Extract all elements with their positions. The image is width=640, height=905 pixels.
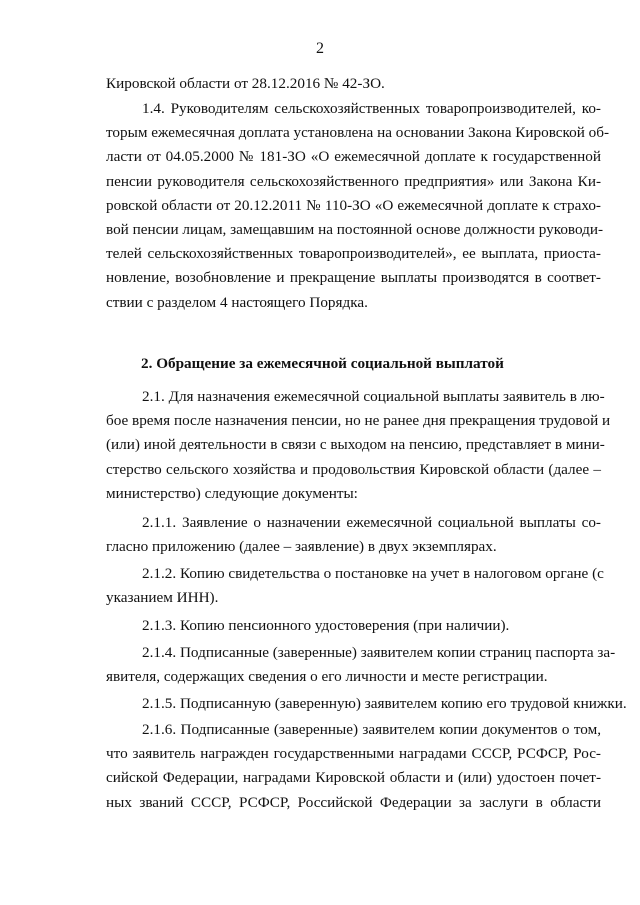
text-line: ласти от 04.05.2000 № 181-ЗО «О ежемесячной доплате к государственной [106,148,601,166]
text-line: новление, возобновление и прекращение выплаты производятся в соответ- [106,269,601,287]
text-line: сийской Федерации, наградами Кировской области и (или) удостоен почет- [106,769,601,787]
text-line: торым ежемесячная доплата установлена на основании Закона Кировской об- [106,124,610,142]
text-line: пенсии руководителя сельскохозяйственного предприятия» или Закона Ки- [106,172,601,190]
text-line: указанием ИНН). [106,589,219,607]
text-line: 1.4. Руководителям сельскохозяйственных товаропроизводителей, ко- [142,100,601,117]
paragraph-2-1-4 [106,641,616,689]
text-line: ствии с разделом 4 настоящего Порядка. [106,293,368,311]
text-line: стерство сельского хозяйства и продовольствия Кировской области (далее – [106,460,601,478]
text-line: вой пенсии лицам, замещавшим на постоянной основе должности руководи- [106,220,604,238]
text-line: ровской области от 20.12.2011 № 110-ЗО «О ежемесячной доплате к страхо- [106,196,601,214]
paragraph-2-1-6 [106,718,601,815]
text-line: 2.1.2. Копию свидетельства о постановке на учет в налоговом органе (с [142,565,604,582]
paragraph-1-4 [106,97,610,315]
text-line: 2.1. Для назначения ежемесячной социальной выплаты заявитель в лю- [142,388,605,405]
paragraph-2-1-2 [106,562,604,610]
text-line: 2.1.6. Подписанные (заверенные) заявителем копии документов о том, [142,721,601,738]
text-line: 2.1.4. Подписанные (заверенные) заявителем копии страниц паспорта за- [142,644,616,661]
text-line: гласно приложению (далее – заявление) в двух экземплярах. [106,538,497,556]
text-line: бое время после назначения пенсии, но не ранее дня прекращения трудовой и [106,412,611,430]
text-line: ных званий СССР, РСФСР, Российской Федерации за заслуги в области [106,793,601,811]
text-line: министерство) следующие документы: [106,484,358,502]
text-line: телей сельскохозяйственных товаропроизводителей», ее выплата, приоста- [106,245,601,263]
text-line: что заявитель награжден государственными наградами СССР, РСФСР, Рос- [106,745,601,763]
section-heading: 2. Обращение за ежемесячной социальной выплатой [141,355,504,372]
text-line: явителя, содержащих сведения о его личности и месте регистрации. [106,668,548,686]
text-line: 2.1.1. Заявление о назначении ежемесячной социальной выплаты со- [142,514,601,531]
text-line: 2.1.5. Подписанную (заверенную) заявителем копию его трудовой книжки. [142,695,627,712]
paragraph-2-1-3 [106,614,601,638]
paragraph-2-1-5 [106,692,627,716]
paragraph-2-1 [106,385,611,506]
intro-paragraph [106,72,601,96]
text-line: Кировской области от 28.12.2016 № 42-ЗО. [106,75,385,92]
text-line: (или) иной деятельности в связи с выходом на пенсию, представляет в мини- [106,436,605,454]
page-number: 2 [316,40,324,57]
paragraph-2-1-1 [106,511,601,559]
text-line: 2.1.3. Копию пенсионного удостоверения (при наличии). [142,617,510,634]
